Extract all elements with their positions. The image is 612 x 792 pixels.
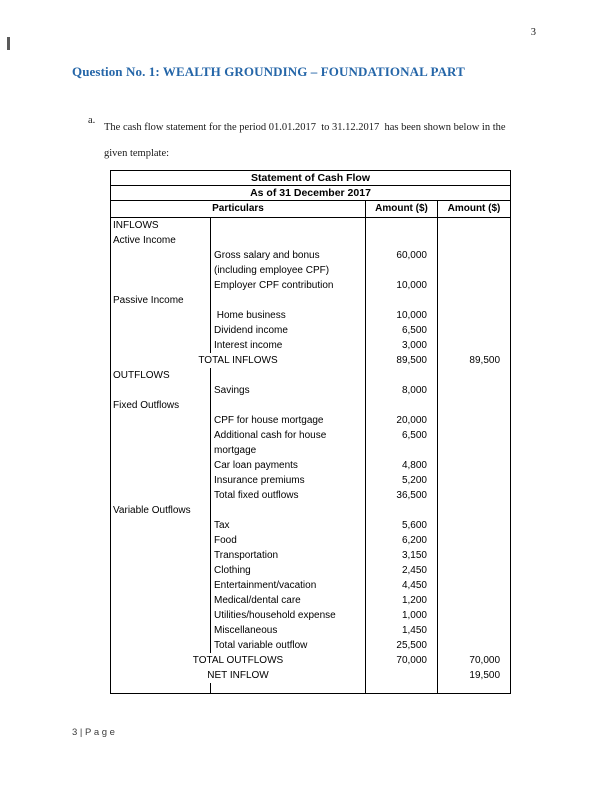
amount-cell-1 [366, 218, 438, 234]
amount-cell-1: 6,500 [366, 428, 438, 443]
item-cell: Clothing [211, 563, 366, 578]
item-cell: Utilities/household expense [211, 608, 366, 623]
item-cell: Total variable outflow [211, 638, 366, 653]
amount-cell-1 [366, 503, 438, 518]
category-cell [111, 578, 211, 593]
amount-cell-1: 1,450 [366, 623, 438, 638]
amount-cell-2 [438, 593, 511, 608]
amount-cell-1: 5,600 [366, 518, 438, 533]
item-cell: (including employee CPF) [211, 263, 366, 278]
table-row [111, 308, 511, 323]
amount-cell-2 [438, 383, 511, 398]
amount-cell-2 [438, 278, 511, 293]
category-cell: INFLOWS [111, 218, 211, 234]
item-cell [211, 368, 366, 383]
category-cell [111, 413, 211, 428]
category-cell [111, 323, 211, 338]
amount-cell-2 [438, 368, 511, 383]
amount-cell-2 [438, 443, 511, 458]
amount-cell-1: 25,500 [366, 638, 438, 653]
total-label-cell: TOTAL INFLOWS [111, 353, 366, 368]
item-cell: Insurance premiums [211, 473, 366, 488]
total-label-cell: NET INFLOW [111, 668, 366, 683]
category-cell [111, 488, 211, 503]
item-cell: Medical/dental care [211, 593, 366, 608]
table-row [111, 323, 511, 338]
amount-cell-2 [438, 233, 511, 248]
amount-cell-2 [438, 623, 511, 638]
category-cell: Passive Income [111, 293, 211, 308]
col-header-particulars: Particulars [111, 201, 366, 218]
list-item-marker: a. [88, 115, 96, 126]
category-cell: Variable Outflows [111, 503, 211, 518]
item-cell: mortgage [211, 443, 366, 458]
amount-cell-2 [438, 413, 511, 428]
total-label-cell: TOTAL OUTFLOWS [111, 653, 366, 668]
category-cell [111, 458, 211, 473]
amount-cell-1: 4,450 [366, 578, 438, 593]
item-cell: Transportation [211, 548, 366, 563]
table-row [111, 608, 511, 623]
amount-cell-2 [438, 248, 511, 263]
table-row [111, 638, 511, 653]
amount-cell-1: 1,200 [366, 593, 438, 608]
amount-cell-2 [438, 263, 511, 278]
category-cell: OUTFLOWS [111, 368, 211, 383]
amount-cell-1: 6,500 [366, 323, 438, 338]
amount-cell-2 [438, 323, 511, 338]
category-cell [111, 308, 211, 323]
category-cell [111, 338, 211, 353]
table-header-row [111, 201, 511, 218]
scan-artifact-mark [7, 37, 10, 50]
category-cell: Active Income [111, 233, 211, 248]
category-cell [111, 593, 211, 608]
col-header-amount-2: Amount ($) [438, 201, 511, 218]
amount-cell-2 [438, 548, 511, 563]
amount-cell-1: 10,000 [366, 308, 438, 323]
amount-cell-1: 36,500 [366, 488, 438, 503]
amount-cell-1 [366, 683, 438, 694]
table-row [111, 293, 511, 308]
col-header-amount-1: Amount ($) [366, 201, 438, 218]
item-cell: Total fixed outflows [211, 488, 366, 503]
table-subtitle-row [111, 186, 511, 201]
table-row [111, 278, 511, 293]
item-cell [211, 683, 366, 694]
item-cell [211, 293, 366, 308]
table-row [111, 578, 511, 593]
table-row [111, 383, 511, 398]
amount-cell-2 [438, 488, 511, 503]
table-row [111, 248, 511, 263]
intro-text [104, 115, 506, 167]
amount-cell-2 [438, 308, 511, 323]
amount-cell-1: 4,800 [366, 458, 438, 473]
page-footer: 3 | P a g e [72, 727, 115, 738]
table-row [111, 398, 511, 413]
item-cell: Miscellaneous [211, 623, 366, 638]
item-cell [211, 233, 366, 248]
category-cell [111, 638, 211, 653]
table-row [111, 413, 511, 428]
amount-cell-2 [438, 398, 511, 413]
item-cell: Entertainment/vacation [211, 578, 366, 593]
category-cell [111, 473, 211, 488]
table-row [111, 503, 511, 518]
table-row [111, 233, 511, 248]
table-row [111, 263, 511, 278]
item-cell: Savings [211, 383, 366, 398]
cash-flow-table [110, 170, 511, 694]
page-number: 3 [530, 27, 536, 38]
category-cell [111, 608, 211, 623]
amount-cell-2 [438, 563, 511, 578]
table-row [111, 473, 511, 488]
amount-cell-1: 2,450 [366, 563, 438, 578]
amount-cell-2 [438, 218, 511, 234]
amount-cell-2 [438, 428, 511, 443]
category-cell [111, 428, 211, 443]
amount-cell-2: 89,500 [438, 353, 511, 368]
category-cell: Fixed Outflows [111, 398, 211, 413]
amount-cell-2 [438, 683, 511, 694]
amount-cell-2 [438, 338, 511, 353]
amount-cell-1: 6,200 [366, 533, 438, 548]
table-row [111, 623, 511, 638]
amount-cell-1 [366, 293, 438, 308]
item-cell [211, 503, 366, 518]
total-row [111, 653, 511, 668]
category-cell [111, 263, 211, 278]
amount-cell-1 [366, 398, 438, 413]
table-row [111, 548, 511, 563]
table-row [111, 368, 511, 383]
amount-cell-1 [366, 263, 438, 278]
amount-cell-2 [438, 293, 511, 308]
amount-cell-1 [366, 668, 438, 683]
amount-cell-1: 60,000 [366, 248, 438, 263]
item-cell: Food [211, 533, 366, 548]
amount-cell-2 [438, 638, 511, 653]
item-cell: Car loan payments [211, 458, 366, 473]
category-cell [111, 533, 211, 548]
amount-cell-1: 70,000 [366, 653, 438, 668]
item-cell: Interest income [211, 338, 366, 353]
category-cell [111, 518, 211, 533]
item-cell: Home business [211, 308, 366, 323]
item-cell: Tax [211, 518, 366, 533]
category-cell [111, 383, 211, 398]
table-row [111, 218, 511, 234]
cash-flow-table-body [111, 218, 511, 694]
amount-cell-1: 1,000 [366, 608, 438, 623]
intro-paragraph [88, 115, 506, 167]
total-row [111, 668, 511, 683]
intro-line-2: given template: [104, 148, 170, 159]
category-cell [111, 443, 211, 458]
item-cell: CPF for house mortgage [211, 413, 366, 428]
total-row [111, 353, 511, 368]
table-row [111, 428, 511, 443]
table-row [111, 518, 511, 533]
empty-row [111, 683, 511, 694]
category-cell [111, 683, 211, 694]
amount-cell-1 [366, 443, 438, 458]
table-title-row [111, 171, 511, 186]
amount-cell-2 [438, 533, 511, 548]
category-cell [111, 548, 211, 563]
amount-cell-1: 3,150 [366, 548, 438, 563]
amount-cell-2 [438, 578, 511, 593]
amount-cell-2 [438, 473, 511, 488]
amount-cell-1: 3,000 [366, 338, 438, 353]
amount-cell-2 [438, 518, 511, 533]
amount-cell-2: 19,500 [438, 668, 511, 683]
amount-cell-1 [366, 368, 438, 383]
question-heading: Question No. 1: WEALTH GROUNDING – FOUNDATIONAL PART [72, 64, 465, 79]
table-row [111, 443, 511, 458]
table-row [111, 488, 511, 503]
table-row [111, 593, 511, 608]
amount-cell-2 [438, 458, 511, 473]
intro-line-1: The cash flow statement for the period 01.01.2017 to 31.12.2017 has been shown below in the [104, 122, 506, 133]
item-cell: Additional cash for house [211, 428, 366, 443]
amount-cell-1: 10,000 [366, 278, 438, 293]
category-cell [111, 563, 211, 578]
amount-cell-1: 5,200 [366, 473, 438, 488]
table-title: Statement of Cash Flow [111, 171, 511, 186]
table-row [111, 338, 511, 353]
amount-cell-2 [438, 608, 511, 623]
table-row [111, 563, 511, 578]
amount-cell-1: 89,500 [366, 353, 438, 368]
category-cell [111, 248, 211, 263]
amount-cell-2: 70,000 [438, 653, 511, 668]
table-row [111, 458, 511, 473]
item-cell: Employer CPF contribution [211, 278, 366, 293]
amount-cell-1: 20,000 [366, 413, 438, 428]
amount-cell-2 [438, 503, 511, 518]
item-cell [211, 218, 366, 234]
amount-cell-1 [366, 233, 438, 248]
item-cell [211, 398, 366, 413]
table-subtitle: As of 31 December 2017 [111, 186, 511, 201]
category-cell [111, 623, 211, 638]
amount-cell-1: 8,000 [366, 383, 438, 398]
table-row [111, 533, 511, 548]
item-cell: Gross salary and bonus [211, 248, 366, 263]
category-cell [111, 278, 211, 293]
item-cell: Dividend income [211, 323, 366, 338]
